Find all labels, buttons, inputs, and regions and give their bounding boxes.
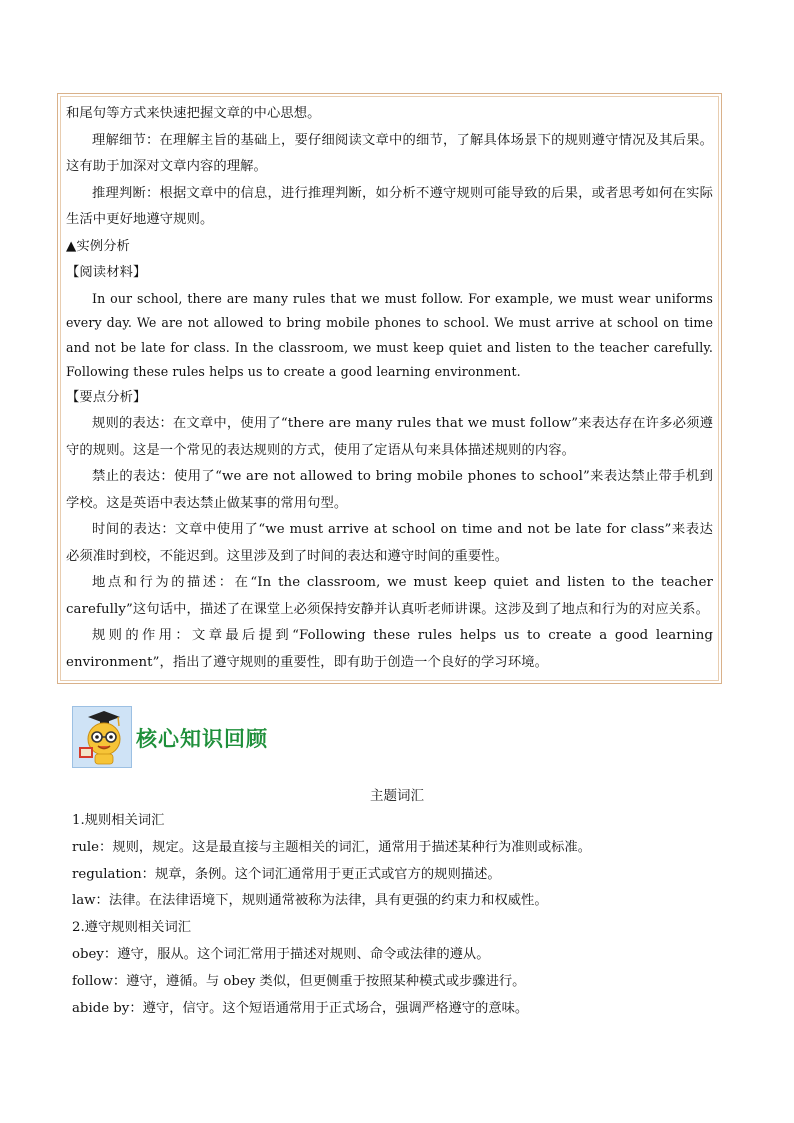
section-example-heading: ▲实例分析: [66, 238, 130, 254]
vocab-item: follow：遵守，遵循。与 obey 类似，但更侧重于按照某种模式或步骤进行。: [72, 973, 526, 989]
reading-passage: In our school, there are many rules that we must follow. For example, we must wear uniforms every day. We are not allowed to bring mobile phones to school. We must arrive at school on time and not be late for class. In the classroom, we must keep quiet and listen to the teacher carefully. Following these rules helps us to create a good learning environment.: [66, 290, 713, 379]
key-point-rules: 规则的表达：在文章中，使用了“there are many rules that we must follow”来表达存在许多必须遵守的规则。这是一个常见的表达规则的方式，使用了定语从句来具体描述规则的内容。: [66, 416, 713, 458]
vocab-item: obey：遵守，服从。这个词汇常用于描述对规则、命令或法律的遵从。: [72, 946, 490, 962]
vocab-item: rule：规则，规定。这是最直接与主题相关的词汇，通常用于描述某种行为准则或标准。: [72, 839, 592, 855]
reading-analysis-box: [57, 93, 722, 684]
vocab-item: law：法律。在法律语境下，规则通常被称为法律，具有更强的约束力和权威性。: [72, 893, 548, 909]
vocab-item: abide by：遵守，信守。这个短语通常用于正式场合，强调严格遵守的意味。: [72, 1000, 529, 1016]
key-points-label: 【要点分析】: [66, 389, 147, 405]
key-point-function: 规则的作用：文章最后提到“Following these rules helps us to create a good learning environment”，指出了遵守规则的重要性，即有助于创造一个良好的学习环境。: [66, 628, 713, 670]
section-header: [72, 706, 472, 770]
vocabulary-list: [72, 808, 732, 1022]
vocab-group-heading: 2.遵守规则相关词汇: [72, 920, 192, 936]
key-point-place-action: 地点和行为的描述：在“In the classroom, we must keep quiet and listen to the teacher carefully”这句话中，描述了在课堂上必须保持安静并认真听老师讲课。这涉及到了地点和行为的对应关系。: [66, 575, 713, 617]
vocabulary-title: 主题词汇: [370, 788, 424, 804]
vocab-group-heading: 1.规则相关词汇: [72, 813, 165, 828]
reading-material-label: 【阅读材料】: [66, 265, 147, 280]
paragraph-inference: 推理判断：根据文章中的信息，进行推理判断，如分析不遵守规则可能导致的后果，或者思考如何在实际生活中更好地遵守规则。: [66, 185, 713, 227]
core-knowledge-title: 核心知识回顾: [136, 727, 268, 751]
mascot-icon: [72, 706, 132, 768]
vocab-item: regulation：规章，条例。这个词汇通常用于更正式或官方的规则描述。: [72, 866, 501, 882]
key-point-prohibition: 禁止的表达：使用了“we are not allowed to bring mobile phones to school”来表达禁止带手机到学校。这是英语中表达禁止做某事的常用句型。: [66, 469, 713, 511]
paragraph-continuation: 和尾句等方式来快速把握文章的中心思想。: [66, 106, 321, 121]
key-point-time: 时间的表达：文章中使用了“we must arrive at school on time and not be late for class”来表达必须准时到校，不能迟到。这里涉及到了时间的表达和遵守时间的重要性。: [66, 522, 713, 564]
paragraph-understanding-details: 理解细节：在理解主旨的基础上，要仔细阅读文章中的细节，了解具体场景下的规则遵守情况及其后果。这有助于加深对文章内容的理解。: [66, 132, 713, 174]
